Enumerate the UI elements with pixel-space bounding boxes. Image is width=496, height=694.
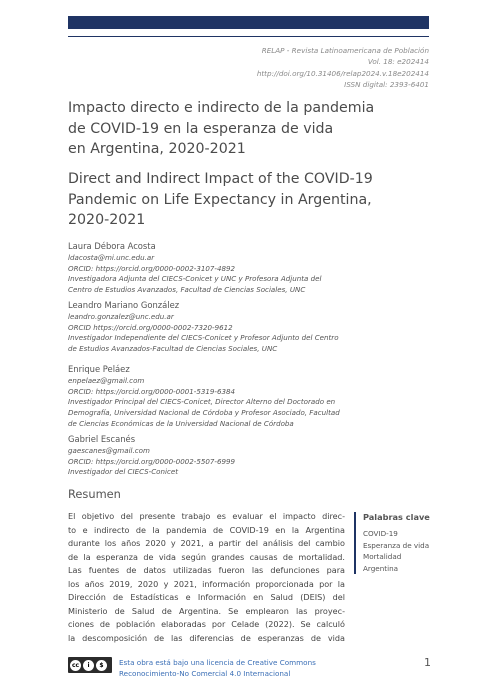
author-email[interactable]: enpelaez@gmail.com	[68, 376, 145, 385]
author-affiliation: de Ciencias Económicas de la Universidad Nacional de Córdoba	[68, 418, 294, 428]
author-affiliation: Investigadora Adjunta del CIECS-Conicet y UNC y Profesora Adjunta del	[68, 274, 322, 284]
header-rule	[68, 36, 429, 37]
author-email[interactable]: leandro.gonzalez@unc.edu.ar	[68, 312, 174, 321]
license-line[interactable]: Reconocimiento-No Comercial 4.0 Internacional	[119, 668, 291, 678]
author-email[interactable]: gaescanes@gmail.com	[68, 446, 150, 455]
abstract-text	[68, 510, 345, 645]
abstract-line: la descomposición de las diferencias de esperanzas de vida	[68, 632, 345, 643]
license-line[interactable]: Esta obra está bajo una licencia de Creative Commons	[119, 658, 316, 667]
abstract-line: to e indirecto de la pandemia de COVID-19 en la Argentina	[68, 524, 345, 535]
title-english	[68, 169, 428, 231]
abstract-line: Dirección de Estadísticas e Información en Salud (DEIS) del	[68, 592, 345, 603]
header-bar	[68, 16, 429, 29]
author-affiliation: Investigador Principal del CIECS-Conicet, Director Alterno del Doctorado en	[68, 397, 336, 407]
license-text[interactable]	[119, 658, 316, 679]
title-line: Impacto directo e indirecto de la pandemia	[68, 100, 375, 116]
title-line: Direct and Indirect Impact of the COVID-19	[68, 171, 373, 187]
title-line: Pandemic on Life Expectancy in Argentina,	[68, 191, 372, 208]
title-line: de COVID-19 en la esperanza de vida	[68, 120, 334, 137]
author-orcid[interactable]: ORCID: https://orcid.org/0000-0001-5319-6384	[68, 386, 236, 396]
journal-doi[interactable]: http://doi.org/10.31406/relap2024.v.18e202414	[256, 68, 429, 78]
author-name: Leandro Mariano González	[68, 300, 180, 310]
journal-name: RELAP - Revista Latinoamericana de Población	[261, 46, 429, 55]
keyword: Mortalidad	[363, 552, 402, 562]
title-line: 2020-2021	[68, 212, 146, 228]
author-affiliation: Investigador Independiente del CIECS-Conicet y Profesor Adjunto del Centro	[68, 333, 339, 343]
keyword: Argentina	[363, 563, 399, 573]
journal-issn: ISSN digital: 2393-6401	[344, 80, 429, 90]
author-orcid[interactable]: ORCID: https://orcid.org/0000-0002-3107-4892	[68, 263, 236, 273]
abstract-line: Ministerio de Salud de Argentina. Se emplearon las proyec-	[68, 605, 345, 616]
author-block	[68, 433, 428, 478]
cc-icon: cc	[71, 661, 80, 669]
author-orcid[interactable]: ORCID https://orcid.org/0000-0002-7320-9612	[68, 322, 233, 332]
keyword: COVID-19	[363, 529, 398, 538]
author-block	[68, 240, 428, 296]
keywords-box	[354, 512, 443, 574]
abstract-line: de la esperanza de vida según grandes causas de mortalidad.	[68, 551, 345, 562]
author-name: Gabriel Escanés	[68, 434, 136, 444]
abstract-line: durante los años 2020 y 2021, a partir del análisis del cambio	[68, 538, 345, 549]
journal-volume: Vol. 18: e202414	[367, 57, 429, 67]
nc-icon: $	[96, 660, 107, 671]
abstract-line: El objetivo del presente trabajo es evaluar el impacto direc-	[68, 511, 345, 521]
abstract-line: Las fuentes de datos utilizadas fueron las defunciones para	[68, 565, 345, 576]
keywords-title: Palabras clave	[363, 512, 430, 522]
abstract-line: ciones de población elaboradas por Celade (2022). Se calculó	[68, 619, 345, 630]
abstract-line: los años 2019, 2020 y 2021, información proporcionada por la	[68, 578, 345, 589]
author-block	[68, 363, 428, 430]
by-icon: i	[83, 660, 94, 671]
author-affiliation: Demografía, Universidad Nacional de Córdoba y Profesor Asociado, Facultad	[68, 408, 340, 418]
title-line: en Argentina, 2020-2021	[68, 141, 246, 157]
author-email[interactable]: ldacosta@mi.unc.edu.ar	[68, 253, 155, 262]
author-affiliation: de Estudios Avanzados-Facultad de Ciencias Sociales, UNC	[68, 344, 278, 354]
page-number: 1	[424, 656, 431, 669]
author-block	[68, 299, 428, 355]
section-heading-resumen: Resumen	[68, 487, 121, 501]
title-spanish	[68, 98, 428, 160]
author-orcid[interactable]: ORCID: https://orcid.org/0000-0002-5507-6999	[68, 456, 236, 466]
author-affiliation: Investigador del CIECS-Conicet	[68, 467, 179, 477]
journal-info	[257, 45, 429, 91]
creative-commons-badge-icon[interactable]	[68, 657, 112, 673]
author-name: Laura Débora Acosta	[68, 241, 156, 251]
author-name: Enrique Peláez	[68, 364, 130, 374]
author-affiliation: Centro de Estudios Avanzados, Facultad de Ciencias Sociales, UNC	[68, 285, 306, 295]
keyword: Esperanza de vida	[363, 540, 430, 550]
